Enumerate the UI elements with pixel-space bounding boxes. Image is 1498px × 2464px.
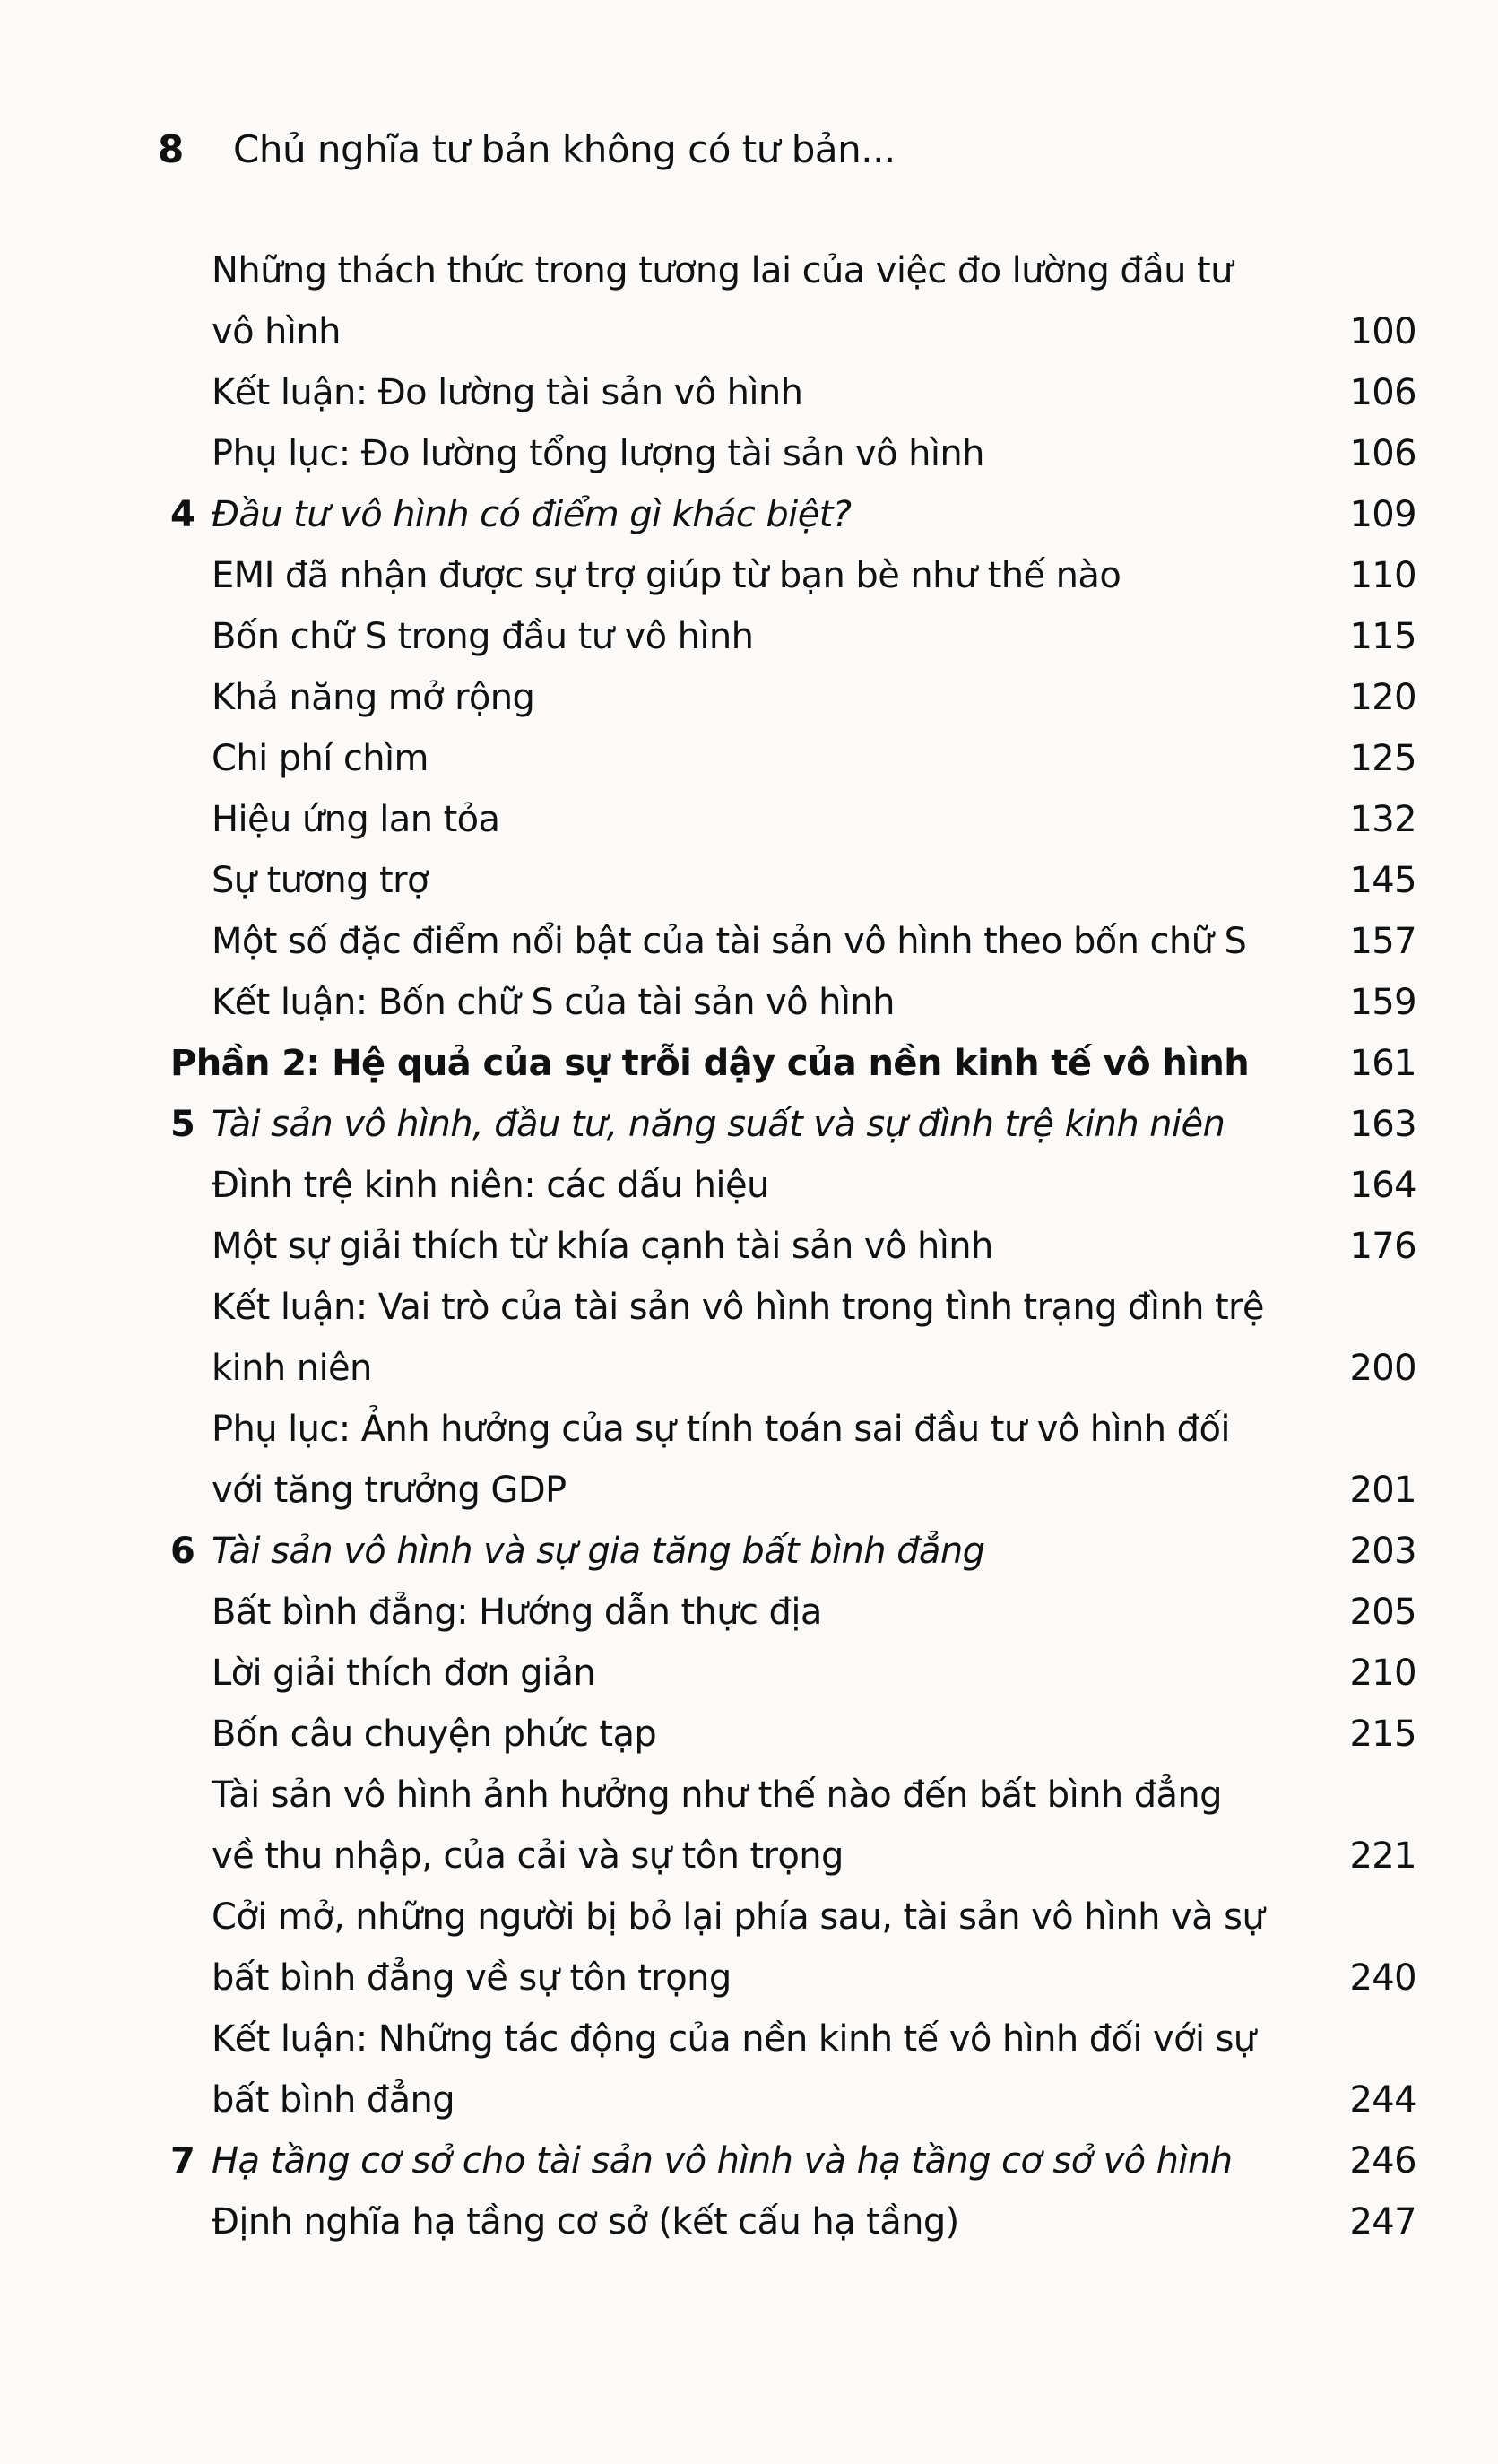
toc-entry — [170, 2009, 1416, 2069]
toc-entry — [170, 1826, 1416, 1887]
toc-entry — [170, 789, 1416, 850]
chapter-title: Tài sản vô hình, đầu tư, năng suất và sự đình trệ kinh niên — [212, 1104, 1225, 1145]
toc-entry — [170, 1338, 1416, 1399]
toc-page-number: 157 — [1349, 921, 1416, 962]
toc-entry — [170, 1887, 1416, 1948]
toc-entry-title: Những thách thức trong tương lai của việc đo lường đầu tư — [212, 250, 1233, 291]
toc-entry-title — [170, 1094, 1225, 1155]
toc-page-number: 210 — [1349, 1653, 1416, 1694]
toc-page-number: 163 — [1349, 1104, 1416, 1145]
toc-page-number: 125 — [1349, 738, 1416, 779]
toc-entry-title: về thu nhập, của cải và sự tôn trọng — [212, 1835, 844, 1877]
chapter-title: Đầu tư vô hình có điểm gì khác biệt? — [212, 494, 852, 535]
toc-entry-title: Kết luận: Đo lường tài sản vô hình — [212, 372, 803, 413]
toc-entry-title: Bất bình đẳng: Hướng dẫn thực địa — [212, 1592, 822, 1633]
table-of-contents — [170, 240, 1416, 2252]
toc-page-number: 132 — [1349, 799, 1416, 840]
toc-page-number: 200 — [1349, 1348, 1416, 1389]
toc-page-number: 110 — [1349, 555, 1416, 596]
toc-page-number: 106 — [1349, 433, 1416, 474]
chapter-number: 6 — [170, 1531, 195, 1572]
toc-page-number: 205 — [1349, 1592, 1416, 1633]
toc-page-number: 159 — [1349, 982, 1416, 1023]
toc-entry — [170, 362, 1416, 423]
toc-entry — [170, 1155, 1416, 1216]
toc-entry — [170, 850, 1416, 911]
toc-page-number: 115 — [1349, 616, 1416, 657]
toc-entry-title: bất bình đẳng — [212, 2079, 455, 2121]
toc-entry — [170, 911, 1416, 972]
book-title: Chủ nghĩa tư bản không có tư bản... — [233, 126, 896, 171]
toc-entry-title: Kết luận: Những tác động của nền kinh tế vô hình đối với sự — [212, 2018, 1256, 2060]
running-header — [158, 122, 896, 176]
chapter-title: Hạ tầng cơ sở cho tài sản vô hình và hạ tầng cơ sở vô hình — [212, 2140, 1233, 2182]
toc-chapter — [170, 2130, 1416, 2191]
toc-page-number: 145 — [1349, 860, 1416, 901]
toc-entry-title: Một số đặc điểm nổi bật của tài sản vô hình theo bốn chữ S — [212, 921, 1247, 962]
toc-entry-title: Chi phí chìm — [212, 738, 429, 779]
toc-page-number: 203 — [1349, 1531, 1416, 1572]
toc-entry — [170, 2191, 1416, 2252]
toc-entry-title: Phụ lục: Đo lường tổng lượng tài sản vô hình — [212, 433, 984, 474]
toc-entry-title: với tăng trưởng GDP — [212, 1470, 567, 1511]
toc-page-number: 164 — [1349, 1165, 1416, 1206]
toc-page-number: 176 — [1349, 1226, 1416, 1267]
chapter-number: 5 — [170, 1104, 195, 1145]
toc-entry-title: EMI đã nhận được sự trợ giúp từ bạn bè như thế nào — [212, 555, 1121, 596]
toc-page-number: 246 — [1349, 2140, 1416, 2182]
toc-entry-title: Phụ lục: Ảnh hưởng của sự tính toán sai đầu tư vô hình đối — [212, 1409, 1230, 1450]
toc-entry — [170, 240, 1416, 301]
toc-entry — [170, 545, 1416, 606]
toc-entry — [170, 1948, 1416, 2009]
toc-entry — [170, 2069, 1416, 2130]
toc-entry-title: Bốn câu chuyện phức tạp — [212, 1714, 657, 1755]
toc-entry — [170, 1765, 1416, 1826]
toc-chapter — [170, 484, 1416, 545]
toc-entry-title — [170, 2130, 1232, 2191]
toc-entry-title: Hiệu ứng lan tỏa — [212, 799, 500, 840]
toc-entry-title: Đình trệ kinh niên: các dấu hiệu — [212, 1165, 769, 1206]
toc-entry — [170, 1399, 1416, 1460]
toc-entry — [170, 1582, 1416, 1643]
toc-page-number: 201 — [1349, 1470, 1416, 1511]
toc-entry — [170, 1277, 1416, 1338]
toc-entry-title: Sự tương trợ — [212, 860, 429, 901]
chapter-number: 7 — [170, 2140, 195, 2182]
chapter-title: Tài sản vô hình và sự gia tăng bất bình đẳng — [212, 1531, 985, 1572]
toc-entry — [170, 1460, 1416, 1521]
toc-part-heading — [170, 1033, 1416, 1094]
toc-entry-title: bất bình đẳng về sự tôn trọng — [212, 1957, 732, 1999]
toc-entry — [170, 667, 1416, 728]
toc-entry-title: Kết luận: Bốn chữ S của tài sản vô hình — [212, 982, 895, 1023]
toc-entry-title — [170, 1521, 984, 1582]
toc-entry-title: kinh niên — [212, 1348, 372, 1389]
toc-page-number: 244 — [1349, 2079, 1416, 2121]
toc-entry-title: Bốn chữ S trong đầu tư vô hình — [212, 616, 754, 657]
toc-chapter — [170, 1521, 1416, 1582]
toc-page-number: 247 — [1349, 2201, 1416, 2243]
toc-entry — [170, 423, 1416, 484]
toc-page-number: 120 — [1349, 677, 1416, 718]
toc-entry-title: Khả năng mở rộng — [212, 677, 535, 718]
toc-page-number: 100 — [1349, 311, 1416, 352]
toc-entry-title: Kết luận: Vai trò của tài sản vô hình trong tình trạng đình trệ — [212, 1287, 1264, 1328]
toc-page-number: 109 — [1349, 494, 1416, 535]
toc-entry-title: vô hình — [212, 311, 341, 352]
toc-page-number: 215 — [1349, 1714, 1416, 1755]
toc-entry — [170, 1643, 1416, 1704]
toc-entry — [170, 728, 1416, 789]
toc-entry — [170, 1216, 1416, 1277]
toc-entry — [170, 606, 1416, 667]
toc-entry-title: Phần 2: Hệ quả của sự trỗi dậy của nền kinh tế vô hình — [170, 1043, 1250, 1084]
toc-page-number: 161 — [1349, 1043, 1416, 1084]
toc-page-number: 240 — [1349, 1957, 1416, 1999]
chapter-number: 4 — [170, 494, 195, 535]
page-number: 8 — [158, 126, 184, 171]
toc-entry — [170, 301, 1416, 362]
toc-entry-title — [170, 484, 851, 545]
toc-chapter — [170, 1094, 1416, 1155]
toc-entry-title: Cởi mở, những người bị bỏ lại phía sau, tài sản vô hình và sự — [212, 1896, 1265, 1938]
toc-entry-title: Định nghĩa hạ tầng cơ sở (kết cấu hạ tầng) — [212, 2201, 959, 2243]
toc-entry — [170, 972, 1416, 1033]
toc-entry-title: Một sự giải thích từ khía cạnh tài sản vô hình — [212, 1226, 993, 1267]
toc-entry-title: Lời giải thích đơn giản — [212, 1653, 596, 1694]
toc-page-number: 221 — [1349, 1835, 1416, 1877]
toc-entry-title: Tài sản vô hình ảnh hưởng như thế nào đến bất bình đẳng — [212, 1774, 1222, 1816]
toc-page-number: 106 — [1349, 372, 1416, 413]
toc-entry — [170, 1704, 1416, 1765]
